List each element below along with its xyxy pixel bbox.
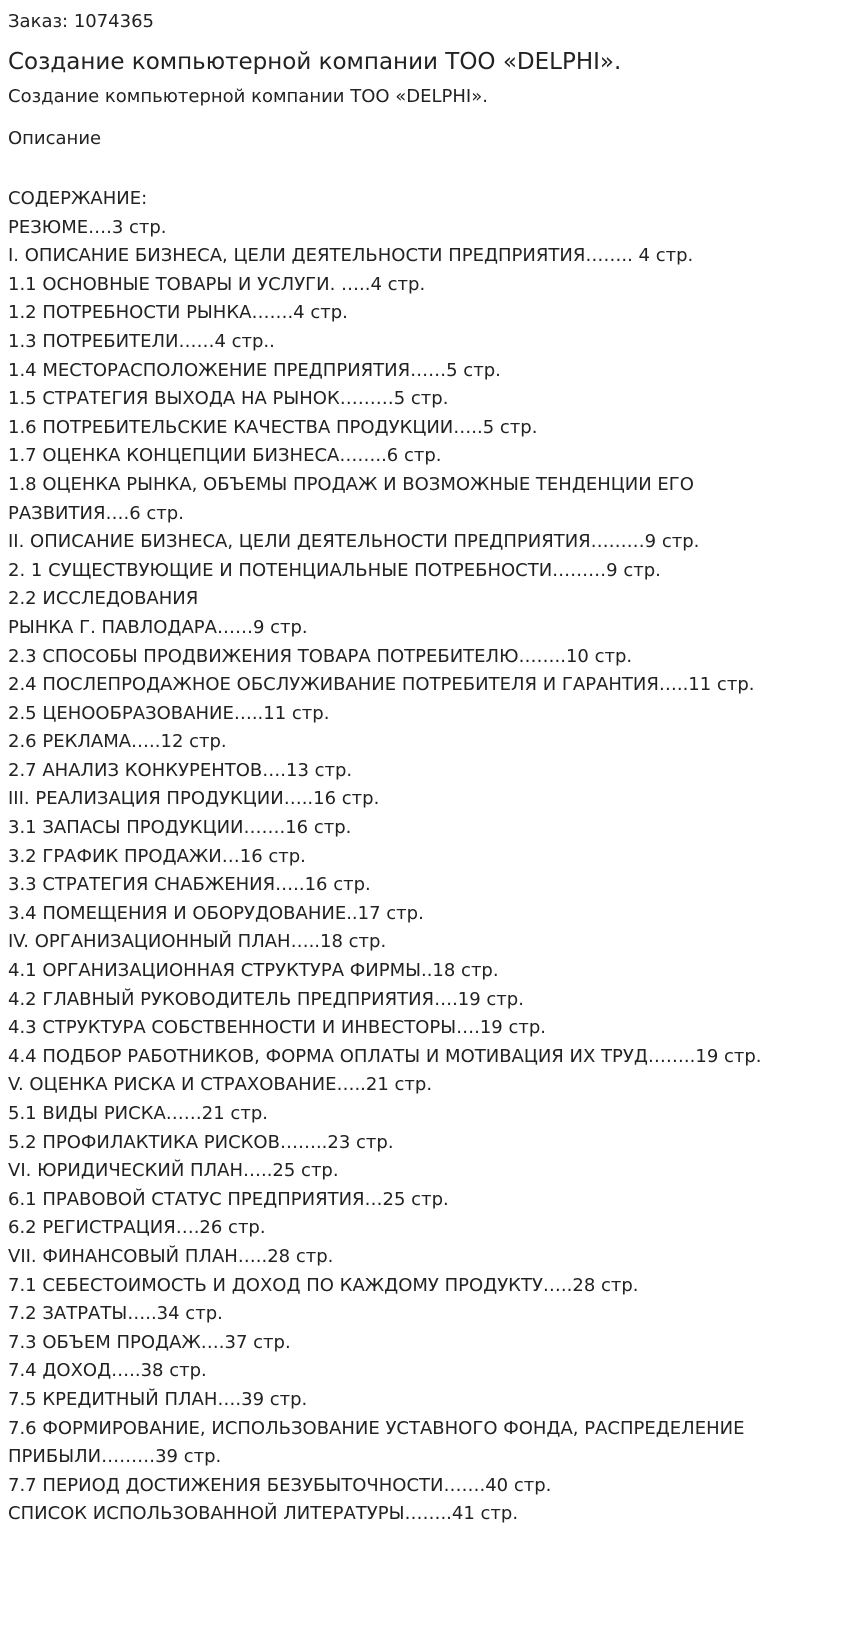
toc-item: 1.5 СТРАТЕГИЯ ВЫХОДА НА РЫНОК………5 стр. [8,388,449,410]
toc-item: 1.4 МЕСТОРАСПОЛОЖЕНИЕ ПРЕДПРИЯТИЯ……5 стр. [8,359,501,381]
toc-item: 1.6 ПОТРЕБИТЕЛЬСКИЕ КАЧЕСТВА ПРОДУКЦИИ…..5 стр. [8,416,538,438]
toc-item: 1.3 ПОТРЕБИТЕЛИ……4 стр.. [8,330,275,352]
toc-item: 2.2 ИССЛЕДОВАНИЯ [8,588,199,610]
toc-item: I. ОПИСАНИЕ БИЗНЕСА, ЦЕЛИ ДЕЯТЕЛЬНОСТИ ПРЕДПРИЯТИЯ…….. 4 стр. [8,245,694,267]
toc-item: РЕЗЮМЕ….3 стр. [8,216,167,238]
toc-item: 1.8 ОЦЕНКА РЫНКА, ОБЪЕМЫ ПРОДАЖ И ВОЗМОЖНЫЕ ТЕНДЕНЦИИ ЕГО РАЗВИТИЯ….6 стр. [8,473,694,524]
toc-item: 1.1 ОСНОВНЫЕ ТОВАРЫ И УСЛУГИ. …..4 стр. [8,273,426,295]
toc-item: 2.5 ЦЕНООБРАЗОВАНИЕ…..11 стр. [8,702,330,724]
page-subtitle: Создание компьютерной компании ТОО «DELPHI». [8,86,488,107]
toc-item: 6.1 ПРАВОВОЙ СТАТУС ПРЕДПРИЯТИЯ…25 стр. [8,1188,449,1210]
toc-item: II. ОПИСАНИЕ БИЗНЕСА, ЦЕЛИ ДЕЯТЕЛЬНОСТИ ПРЕДПРИЯТИЯ………9 стр. [8,531,700,553]
toc-item: 4.3 СТРУКТУРА СОБСТВЕННОСТИ И ИНВЕСТОРЫ….19 стр. [8,1017,546,1039]
order-number: Заказ: 1074365 [8,11,154,32]
toc-item: 5.1 ВИДЫ РИСКА……21 стр. [8,1103,268,1124]
toc-item: РЫНКА Г. ПАВЛОДАРА……9 стр. [8,616,308,638]
toc-item: IV. ОРГАНИЗАЦИОННЫЙ ПЛАН…..18 стр. [8,931,387,953]
toc-item: 1.7 ОЦЕНКА КОНЦЕПЦИИ БИЗНЕСА……..6 стр. [8,445,442,467]
toc-item: III. РЕАЛИЗАЦИЯ ПРОДУКЦИИ…..16 стр. [8,788,380,810]
toc-item: 7.6 ФОРМИРОВАНИЕ, ИСПОЛЬЗОВАНИЕ УСТАВНОГО ФОНДА, РАСПРЕДЕЛЕНИЕ ПРИБЫЛИ………39 стр. [8,1417,745,1468]
table-of-contents [8,214,839,1529]
toc-item: 7.2 ЗАТРАТЫ…..34 стр. [8,1303,223,1325]
toc-item: 7.4 ДОХОД…..38 стр. [8,1360,207,1382]
description-label: Описание [8,128,102,149]
toc-item: 4.4 ПОДБОР РАБОТНИКОВ, ФОРМА ОПЛАТЫ И МОТИВАЦИЯ ИХ ТРУД……..19 стр. [8,1045,762,1067]
toc-item: 3.3 СТРАТЕГИЯ СНАБЖЕНИЯ…..16 стр. [8,874,371,896]
toc-item: V. ОЦЕНКА РИСКА И СТРАХОВАНИЕ…..21 стр. [8,1074,433,1096]
toc-header: СОДЕРЖАНИЕ: [8,188,148,209]
toc-item: 7.7 ПЕРИОД ДОСТИЖЕНИЯ БЕЗУБЫТОЧНОСТИ…….40 стр. [8,1474,552,1496]
toc-item: 3.4 ПОМЕЩЕНИЯ И ОБОРУДОВАНИЕ..17 стр. [8,902,424,924]
toc-item: 2.3 СПОСОБЫ ПРОДВИЖЕНИЯ ТОВАРА ПОТРЕБИТЕЛЮ……..10 стр. [8,645,633,667]
toc-item: 1.2 ПОТРЕБНОСТИ РЫНКА…….4 стр. [8,302,348,324]
toc-item: 2.7 АНАЛИЗ КОНКУРЕНТОВ….13 стр. [8,759,353,781]
toc-item: 2.4 ПОСЛЕПРОДАЖНОЕ ОБСЛУЖИВАНИЕ ПОТРЕБИТЕЛЯ И ГАРАНТИЯ…..11 стр. [8,674,755,696]
toc-item: 4.2 ГЛАВНЫЙ РУКОВОДИТЕЛЬ ПРЕДПРИЯТИЯ….19 стр. [8,988,524,1010]
toc-item: 6.2 РЕГИСТРАЦИЯ….26 стр. [8,1217,266,1239]
page-title: Создание компьютерной компании ТОО «DELPHI». [8,49,622,75]
toc-item: 3.1 ЗАПАСЫ ПРОДУКЦИИ…….16 стр. [8,817,352,839]
toc-item: 3.2 ГРАФИК ПРОДАЖИ…16 стр. [8,845,306,867]
toc-item: 2.6 РЕКЛАМА…..12 стр. [8,731,227,753]
toc-item: VI. ЮРИДИЧЕСКИЙ ПЛАН…..25 стр. [8,1160,339,1182]
toc-item: СПИСОК ИСПОЛЬЗОВАННОЙ ЛИТЕРАТУРЫ……..41 стр. [8,1503,519,1525]
toc-item: 2. 1 СУЩЕСТВУЮЩИЕ И ПОТЕНЦИАЛЬНЫЕ ПОТРЕБНОСТИ………9 стр. [8,559,661,581]
toc-item: 7.3 ОБЪЕМ ПРОДАЖ….37 стр. [8,1331,291,1353]
toc-item: VII. ФИНАНСОВЫЙ ПЛАН…..28 стр. [8,1245,334,1267]
toc-item: 5.2 ПРОФИЛАКТИКА РИСКОВ……..23 стр. [8,1131,394,1153]
toc-item: 4.1 ОРГАНИЗАЦИОННАЯ СТРУКТУРА ФИРМЫ..18 стр. [8,960,499,982]
toc-item: 7.5 КРЕДИТНЫЙ ПЛАН….39 стр. [8,1388,308,1410]
toc-item: 7.1 СЕБЕСТОИМОСТЬ И ДОХОД ПО КАЖДОМУ ПРОДУКТУ…..28 стр. [8,1274,639,1296]
